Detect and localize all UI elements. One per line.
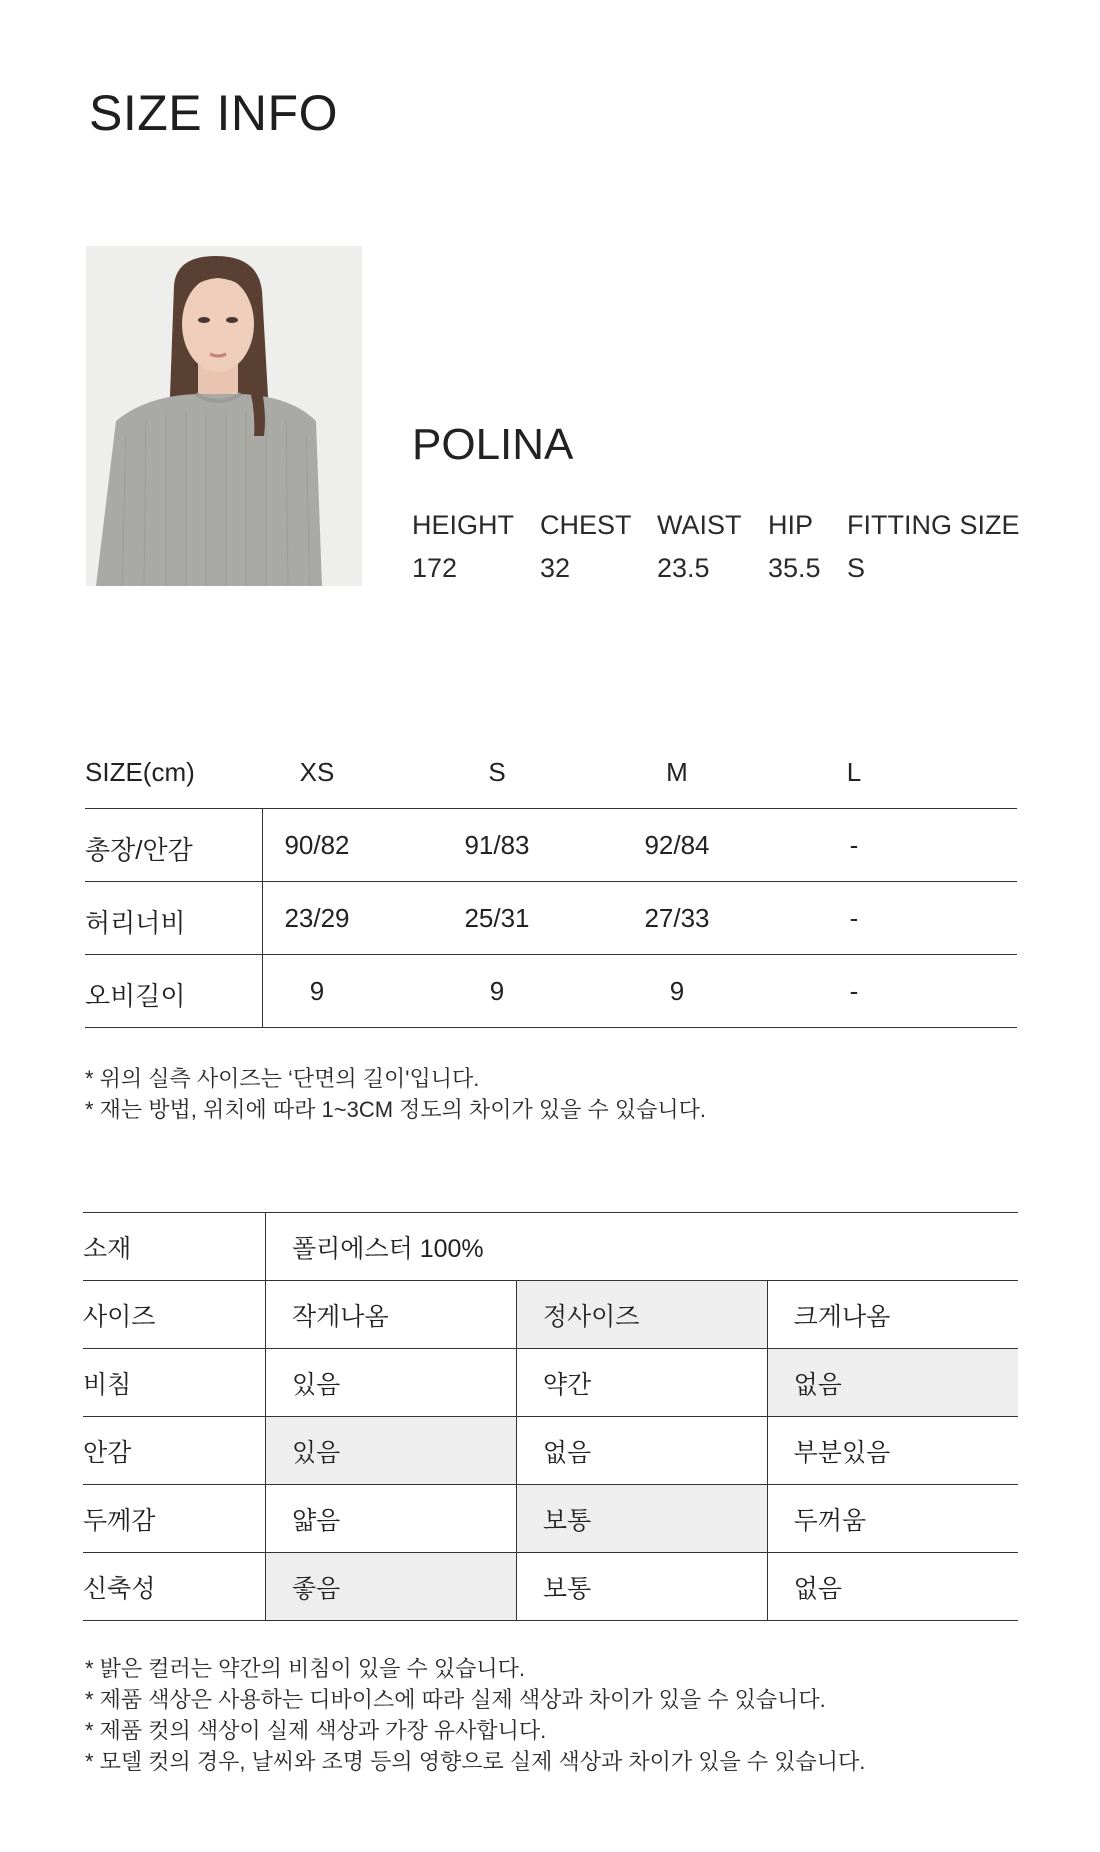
spec-label-height: HEIGHT [412, 510, 515, 540]
attribute-option: 없음 [516, 1417, 767, 1485]
size-cell: 9 [489, 976, 505, 1006]
attribute-option: 크게나옴 [767, 1281, 1018, 1349]
color-note: * 제품 색상은 사용하는 디바이스에 따라 실제 색상과 차이가 있을 수 있습니다. [85, 1687, 826, 1712]
attribute-label: 안감 [83, 1417, 266, 1485]
attribute-row-size [83, 1281, 1018, 1349]
color-note: * 밝은 컬러는 약간의 비침이 있을 수 있습니다. [85, 1656, 525, 1681]
attribute-row-thickness [83, 1485, 1018, 1553]
attribute-option: 약간 [516, 1349, 767, 1417]
size-cell: 92/84 [644, 830, 710, 860]
attribute-label: 소재 [83, 1213, 266, 1281]
spec-value-chest: 32 [540, 553, 571, 583]
size-note: * 위의 실측 사이즈는 ‘단면의 길이'입니다. [85, 1066, 480, 1091]
size-cell: 9 [309, 976, 325, 1006]
size-header-s: S [488, 757, 506, 787]
attribute-row-sheerness [83, 1349, 1018, 1417]
size-cell: - [849, 903, 859, 933]
size-header-label: SIZE(cm) [85, 757, 195, 787]
size-table-divider [85, 1027, 1017, 1028]
size-table-divider [85, 881, 1017, 882]
model-photo [86, 246, 362, 586]
spec-value-height: 172 [412, 553, 458, 583]
page-title: SIZE INFO [89, 85, 338, 141]
color-note: * 모델 컷의 경우, 날씨와 조명 등의 영향으로 실제 색상과 차이가 있을 수 있습니다. [85, 1749, 866, 1774]
spec-value-waist: 23.5 [657, 553, 710, 583]
size-table-divider [85, 954, 1017, 955]
model-name: POLINA [412, 420, 574, 469]
size-cell: 9 [669, 976, 685, 1006]
size-header-xs: XS [299, 757, 335, 787]
size-cell: 27/33 [644, 903, 710, 933]
attribute-option: 두꺼움 [767, 1485, 1018, 1553]
attribute-row-material [83, 1213, 1018, 1281]
attribute-option: 작게나옴 [266, 1281, 517, 1349]
size-table-divider [85, 808, 1017, 809]
material-value: 폴리에스터 100% [266, 1213, 1019, 1281]
attribute-option: 좋음 [266, 1553, 517, 1621]
spec-label-waist: WAIST [657, 510, 742, 540]
attribute-label: 비침 [83, 1349, 266, 1417]
attribute-table [83, 1212, 1018, 1621]
attribute-option: 있음 [266, 1349, 517, 1417]
spec-label-chest: CHEST [540, 510, 632, 540]
color-note: * 제품 컷의 색상이 실제 색상과 가장 유사합니다. [85, 1718, 547, 1743]
size-cell: - [849, 830, 859, 860]
attribute-row-stretch [83, 1553, 1018, 1621]
attribute-option: 얇음 [266, 1485, 517, 1553]
spec-label-hip: HIP [768, 510, 814, 540]
spec-value-fitting-size: S [847, 553, 866, 583]
size-cell: 91/83 [464, 830, 530, 860]
attribute-label: 두께감 [83, 1485, 266, 1553]
spec-label-fitting-size: FITTING SIZE [847, 510, 1020, 540]
attribute-label: 신축성 [83, 1553, 266, 1621]
size-row-label: 총장/안감 [85, 835, 193, 865]
spec-value-hip: 35.5 [768, 553, 821, 583]
size-cell: - [849, 976, 859, 1006]
size-cell: 23/29 [284, 903, 350, 933]
size-cell: 90/82 [284, 830, 350, 860]
size-cell: 25/31 [464, 903, 530, 933]
size-row-label: 오비길이 [85, 981, 186, 1011]
attribute-option: 부분있음 [767, 1417, 1018, 1485]
attribute-option: 없음 [767, 1553, 1018, 1621]
size-header-m: M [666, 757, 688, 787]
attribute-label: 사이즈 [83, 1281, 266, 1349]
attribute-option: 있음 [266, 1417, 517, 1485]
size-note: * 재는 방법, 위치에 따라 1~3CM 정도의 차이가 있을 수 있습니다. [85, 1097, 706, 1122]
size-header-l: L [846, 757, 862, 787]
attribute-row-lining [83, 1417, 1018, 1485]
size-row-label: 허리너비 [85, 908, 186, 938]
attribute-option: 보통 [516, 1485, 767, 1553]
attribute-option: 없음 [767, 1349, 1018, 1417]
attribute-option: 보통 [516, 1553, 767, 1621]
attribute-option: 정사이즈 [516, 1281, 767, 1349]
